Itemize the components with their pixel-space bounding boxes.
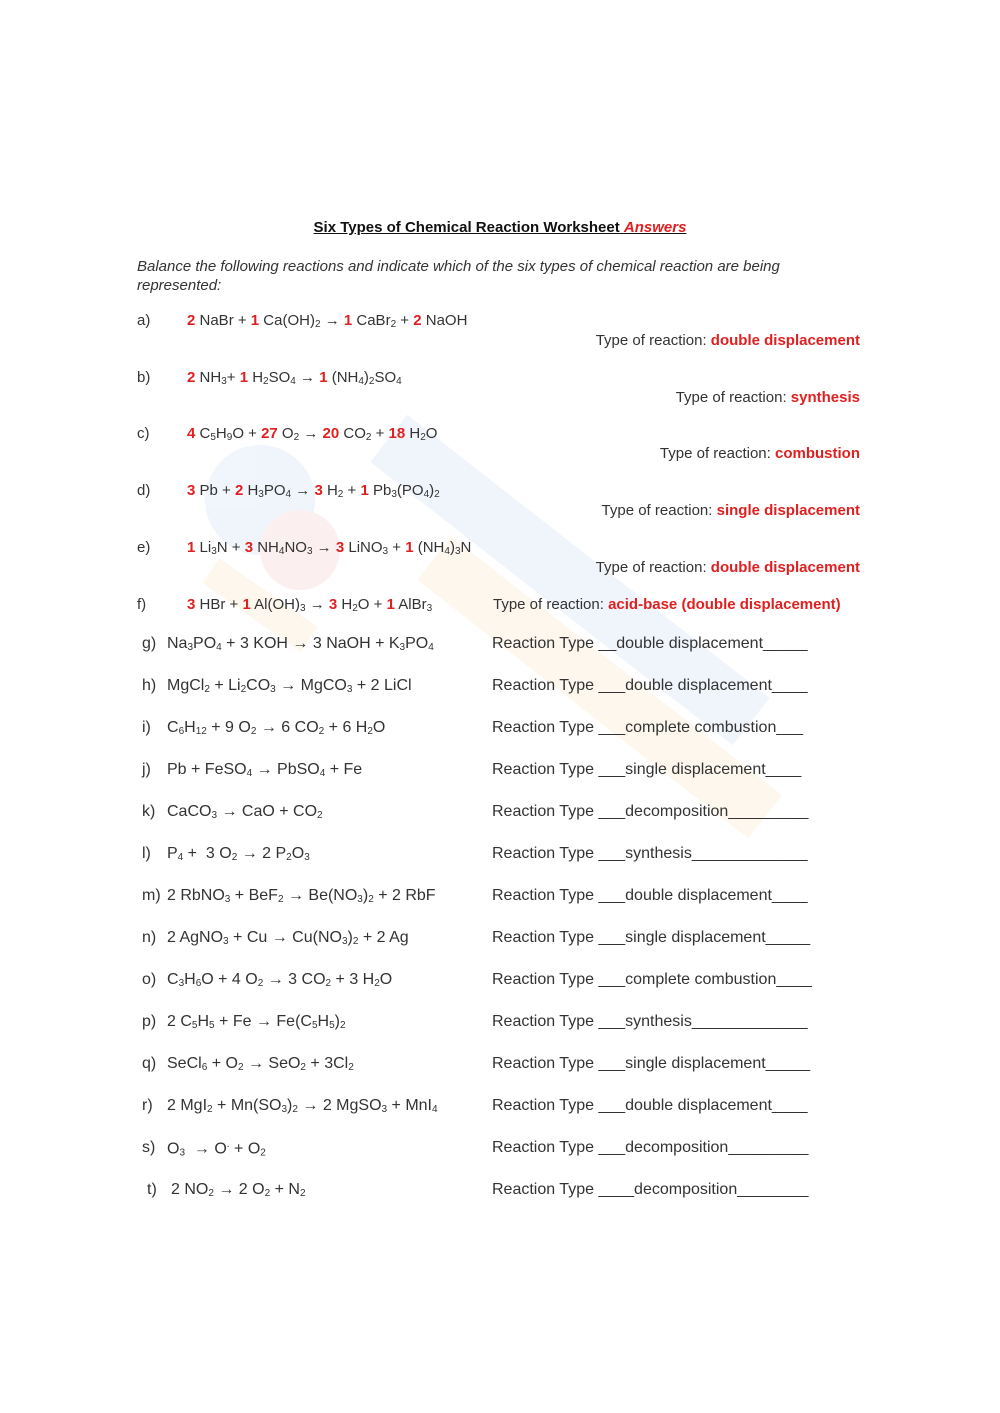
reaction-type-n: Reaction Type ___single displacement_____ bbox=[492, 929, 811, 946]
reaction-type-l: Reaction Type ___synthesis_____________ bbox=[492, 845, 808, 862]
instructions: Balance the following reactions and indicate which of the six types of chemical reaction are being represented: bbox=[137, 258, 780, 294]
worksheet-page: Six Types of Chemical Reaction Worksheet Answers Balance the following reactions and indicate which of the six types of chemical reaction are being represented: a) 2 NaBr + 1 $Ca(OH)_2 \to 1$ CaBr$_2$ + 2 NaOH Type of reaction: double displacement b) 2 $NH_3+ 1$ $H_2SO_4 \to 1$ $(NH_4)_2SO_4$ Type of reaction: synthesis c) 4 $C_5H_9O + 27$ $O_2 \to 20$ $CO_2 + 18$ $H_2O$ Type of reaction: combustion d) 3 Pb + 2 $H_3PO_4 \to 3$ $H_2 + 1$ $Pb_3(PO_4)_2$ Type of reaction: single displacement e) 1 $Li_3N + 3$ $NH_4NO_3 \to 3$ LiNO$_3$ + 1 $(NH_4)_3N$ Type of reaction: double displacement f) 3 HBr + 1 $Al(OH)_3 \to 3$ $H_2O + 1$ AlBr$_3$ Type of reaction: acid-base (double displacement) g) $Na_3PO_4 + 3$ KOH → 3 NaOH + $K_3PO_4$ Reaction Type __double displacement_____ h) MgCl$_2$ + $Li_2CO_3$ → MgCO$_3$ + 2 LiCl Reaction Type ___double displacement____ i) $C_6H_{12} + 9$ $O_2 \to 6$ $CO_2 + 6$ $H_2O$ Reaction Type ___complete combustion___ j) Pb + FeSO$_4$ → PbSO$_4$ + Fe Reaction Type ___single displacement____ k) CaCO$_3$ → CaO + $CO_2$ Reaction Type ___decomposition_________ l) $P_4 + 3$ $O_2 \to 2$ $P_2O_3$ Reaction Type ___synthesis_____________ m) 2 RbNO$_3$ + $BeF_2 \to Be(NO_3)_2 + 2$ RbF Reaction Type ___double displacement____ n) 2 AgNO$_3$ + $Cu \to Cu(NO_3)_2 + 2$ Ag Reaction Type ___single displacement_____ o) $C_3H_6O + 4$ $O_2 \to 3$ $CO_2 + 3$ $H_2O$ Reaction Type ___complete combustion____ p) 2 $C_5H_5 + Fe \to Fe(C_5H_5)_2$ Reaction Type ___synthesis_____________ q) SeCl$_6$ + $O_2 \to SeO_2 + 3Cl_2$ Reaction Type ___single displacement_____ r) 2 $MgI_2 + Mn(SO_3)_2 \to 2$ MgSO$_3$ + MnI$_4$ Reaction Type ___double displacement____ s) $O_3 \to O^. + O_2$ Reaction Type ___decomposition_________ t) 2 $NO_2 \to 2$ $O_2 + N_2$ Reaction Type ____decomposition________ bbox=[0, 0, 1000, 1413]
reaction-type-i: Reaction Type ___complete combustion___ bbox=[492, 719, 804, 736]
reaction-type-m: Reaction Type ___double displacement____ bbox=[492, 887, 808, 904]
reaction-type-s: Reaction Type ___decomposition_________ bbox=[492, 1139, 809, 1156]
reaction-type-b: Type of reaction: synthesis bbox=[675, 389, 860, 406]
reaction-type-q: Reaction Type ___single displacement_____ bbox=[492, 1055, 811, 1072]
reaction-type-j: Reaction Type ___single displacement____ bbox=[492, 761, 802, 778]
reaction-type-r: Reaction Type ___double displacement____ bbox=[492, 1097, 808, 1114]
reaction-type-o: Reaction Type ___complete combustion____ bbox=[492, 971, 812, 988]
reaction-type-f: Type of reaction: acid-base (double displacement) bbox=[493, 596, 841, 613]
reaction-type-h: Reaction Type ___double displacement____ bbox=[492, 677, 808, 694]
reaction-type-k: Reaction Type ___decomposition_________ bbox=[492, 803, 809, 820]
reaction-type-d: Type of reaction: single displacement bbox=[601, 502, 860, 519]
reaction-type-g: Reaction Type __double displacement_____ bbox=[492, 635, 808, 652]
page-title: Six Types of Chemical Reaction Worksheet Answers bbox=[313, 219, 687, 236]
reaction-type-e: Type of reaction: double displacement bbox=[595, 559, 860, 576]
reaction-type-t: Reaction Type ____decomposition________ bbox=[492, 1181, 809, 1198]
reaction-type-c: Type of reaction: combustion bbox=[659, 445, 860, 462]
title-answers: Answers bbox=[623, 219, 687, 236]
reaction-type-p: Reaction Type ___synthesis_____________ bbox=[492, 1013, 808, 1030]
reaction-type-a: Type of reaction: double displacement bbox=[595, 332, 860, 349]
